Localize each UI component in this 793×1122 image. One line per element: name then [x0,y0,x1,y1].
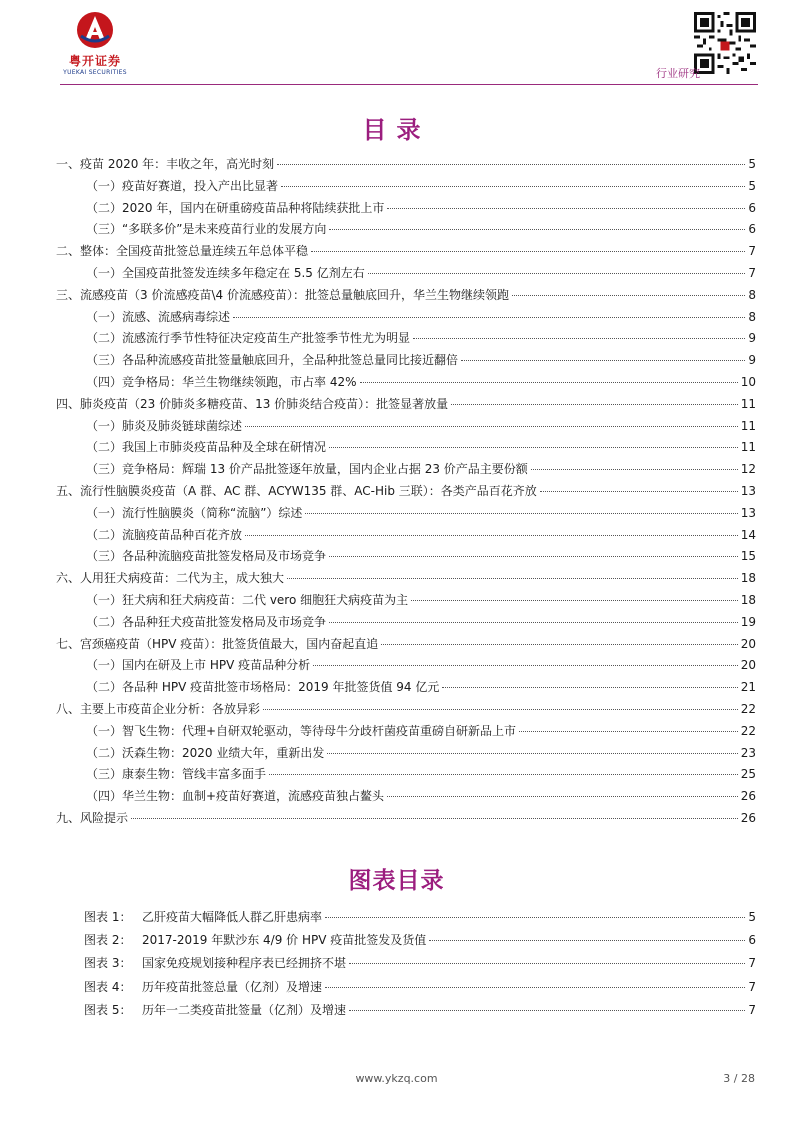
dot-leader [131,818,738,819]
dot-leader [245,426,738,427]
dot-leader [531,469,738,470]
toc-entry-page: 7 [748,265,756,280]
logo-name-en: YUEKAI SECURITIES [63,69,127,76]
toc-entry-page: 20 [740,658,756,673]
dot-leader [329,556,738,557]
toc-section-entry[interactable] [56,482,756,504]
figure-entry-label: 图表 1： [84,910,132,924]
toc-entry-title: 七、宫颈癌疫苗（HPV 疫苗）：批签货值最大，国内奋起直追 [56,636,379,651]
toc-subsection-entry[interactable] [56,678,756,700]
figure-entry-page: 5 [748,910,756,924]
figure-entry[interactable] [84,978,756,1001]
toc-entry-title: （二）流感流行季节性特征决定疫苗生产批签季节性尤为明显 [86,331,411,346]
toc-entry-page: 23 [740,745,756,760]
toc-entry-page: 10 [740,374,756,389]
toc-subsection-entry[interactable] [56,613,756,635]
dot-leader [442,687,737,688]
toc-entry-page: 26 [740,810,756,825]
figure-entry[interactable] [84,1001,756,1024]
toc-subsection-entry[interactable] [56,220,756,242]
toc-entry-title: （三）康泰生物：管线丰富多面手 [86,767,267,782]
toc-entry-title: 九、风险提示 [56,810,129,825]
toc-entry-title: （一）流感、流感病毒综述 [86,309,231,324]
dot-leader [381,644,737,645]
figure-entry-page: 7 [748,979,756,994]
toc-entry-page: 18 [740,571,756,586]
toc-entry-title: （三）各品种流感疫苗批签量触底回升，全品种批签总量同比接近翻倍 [86,353,459,368]
dot-leader [451,404,738,405]
toc-entry-page: 22 [740,701,756,716]
toc-entry-page: 9 [748,331,756,346]
toc-subsection-entry[interactable] [56,199,756,221]
footer-url-link[interactable]: www.ykzq.com [355,1072,438,1085]
toc-entry-page: 8 [748,309,756,324]
toc-entry-title: （一）国内在研及上市 HPV 疫苗品种分析 [86,658,311,673]
toc-subsection-entry[interactable] [56,744,756,766]
dot-leader [287,578,738,579]
toc-entry-page: 25 [740,767,756,782]
dot-leader [245,535,738,536]
toc-entry-title: 五、流行性脑膜炎疫苗（A 群、AC 群、ACYW135 群、AC-Hib 三联）：各类产品百花齐放 [56,483,537,498]
dot-leader [368,273,746,274]
report-category: 行业研究 [656,67,700,80]
toc-entry-title: 一、疫苗 2020 年：丰收之年，高光时刻 [56,157,275,171]
dot-leader [329,622,738,623]
toc-entry-page: 12 [740,462,756,477]
toc-entry-page: 8 [748,287,756,302]
figure-entry-title: 历年一二类疫苗批签量（亿剂）及增速 [142,1002,347,1017]
toc-entry-title: （三）“多联多价”是未来疫苗行业的发展方向 [86,222,327,237]
figure-entry-label: 图表 5： [84,1002,132,1017]
toc-entry-title: （四）华兰生物：血制+疫苗好赛道，流感疫苗独占鳌头 [86,789,385,804]
toc-subsection-entry[interactable] [56,765,756,787]
toc-entry-title: （三）竞争格局：辉瑞 13 价产品批签逐年放量，国内企业占据 23 价产品主要份额 [86,462,528,477]
toc-subsection-entry[interactable] [56,177,756,199]
toc-entry-page: 22 [740,723,756,738]
toc-entry-page: 21 [740,680,756,695]
toc-section-entry[interactable] [56,809,756,831]
toc-section-entry[interactable] [56,286,756,308]
toc-entry-page: 6 [748,200,756,215]
dot-leader [349,1010,745,1011]
dot-leader [329,447,738,448]
toc-entry-title: （一）疫苗好赛道，投入产出比显著 [86,178,279,193]
figure-entry-page: 6 [748,933,756,948]
dot-leader [329,229,745,230]
toc-entry-title: 六、人用狂犬病疫苗：二代为主，成大独大 [56,571,285,586]
toc-section-entry[interactable] [56,635,756,657]
page-header [0,0,793,90]
toc-entry-title: （一）智飞生物：代理+自研双轮驱动，等待母牛分歧杆菌疫苗重磅自研新品上市 [86,723,517,738]
figure-entry[interactable] [84,954,756,977]
dot-leader [327,753,737,754]
toc-entry-title: （一）全国疫苗批签发连续多年稳定在 5.5 亿剂左右 [86,265,365,280]
figure-entry-page: 7 [748,1002,756,1017]
figure-entry-title: 国家免疫规划接种程序表已经拥挤不堪 [142,956,347,971]
toc-entry-title: （二）各品种 HPV 疫苗批签市场格局：2019 年批签货值 94 亿元 [86,680,440,695]
figure-entry-title: 2017-2019 年默沙东 4/9 价 HPV 疫苗批签发及货值 [142,933,427,948]
dot-leader [461,360,745,361]
dot-leader [387,796,738,797]
toc-entry-page: 6 [748,222,756,237]
dot-leader [269,774,738,775]
toc-entry-title: 四、肺炎疫苗（23 价肺炎多糖疫苗、13 价肺炎结合疫苗）：批签显著放量 [56,396,449,411]
dot-leader [411,600,738,601]
toc-subsection-entry[interactable] [56,373,756,395]
toc-entry-title: （二）沃森生物：2020 业绩大年，重新出发 [86,745,325,760]
yuekai-logo-icon [75,10,115,50]
toc-entry-title: 三、流感疫苗（3 价流感疫苗\4 价流感疫苗）：批签总量触底回升，华兰生物继续领跑 [56,287,509,302]
toc-entry-page: 14 [740,527,756,542]
figure-entry-title: 历年疫苗批签总量（亿剂）及增速 [142,979,323,994]
toc-subsection-entry[interactable] [56,308,756,330]
dot-leader [540,491,738,492]
toc-entry-page: 13 [740,505,756,520]
toc-subsection-entry[interactable] [56,329,756,351]
toc-subsection-entry[interactable] [56,722,756,744]
toc-entry-title: （二）2020 年，国内在研重磅疫苗品种将陆续获批上市 [86,200,385,215]
toc-entry-title: （四）竞争格局：华兰生物继续领跑，市占率 42% [86,374,357,389]
qr-code-icon[interactable] [694,12,756,74]
toc-section-entry[interactable] [56,155,756,177]
dot-leader [429,940,745,941]
dot-leader [512,295,745,296]
toc-entry-title: （二）我国上市肺炎疫苗品种及全球在研情况 [86,440,327,455]
company-logo [62,10,128,76]
toc-entry-title: （一）流行性脑膜炎（简称“流脑”）综述 [86,505,303,520]
figure-entry-label: 图表 3： [84,956,132,971]
toc-section-entry[interactable] [56,569,756,591]
toc-subsection-entry[interactable] [56,460,756,482]
toc-entry-title: （一）肺炎及肺炎链球菌综述 [86,418,243,433]
dot-leader [360,382,738,383]
figure-list-heading: 图表目录 [348,868,445,894]
dot-leader [519,731,738,732]
dot-leader [305,513,737,514]
dot-leader [311,251,745,252]
dot-leader [387,208,745,209]
toc-entry-page: 15 [740,549,756,564]
toc-entry-page: 7 [748,244,756,259]
toc-entry-title: 二、整体：全国疫苗批签总量连续五年总体平稳 [56,244,309,259]
dot-leader [325,987,745,988]
toc-subsection-entry[interactable] [56,417,756,439]
toc-entry-page: 11 [740,396,756,411]
dot-leader [233,317,745,318]
toc-subsection-entry[interactable] [56,591,756,613]
toc-entry-page: 19 [740,614,756,629]
toc-subsection-entry[interactable] [56,504,756,526]
toc-subsection-entry[interactable] [56,656,756,678]
figure-entry[interactable] [84,908,756,931]
toc-entry-page: 20 [740,636,756,651]
toc-entry-page: 11 [740,418,756,433]
figure-entry-title: 乙肝疫苗大幅降低人群乙肝患病率 [142,910,323,924]
table-of-contents [56,155,756,831]
toc-entry-title: （一）狂犬病和狂犬病疫苗：二代 vero 细胞狂犬病疫苗为主 [86,592,409,607]
page-number: 3 / 28 [723,1072,755,1085]
figure-entry-label: 图表 2： [84,933,132,948]
dot-leader [349,963,745,964]
toc-section-entry[interactable] [56,395,756,417]
toc-entry-page: 13 [740,483,756,498]
toc-entry-page: 18 [740,592,756,607]
toc-entry-page: 11 [740,440,756,455]
figure-entry-page: 7 [748,956,756,971]
figure-entry[interactable] [84,931,756,954]
toc-subsection-entry[interactable] [56,526,756,548]
logo-name-cn: 粤开证券 [68,54,121,68]
toc-subsection-entry[interactable] [56,264,756,286]
dot-leader [325,917,745,918]
figure-entry-label: 图表 4： [84,979,132,994]
toc-entry-title: 八、主要上市疫苗企业分析：各放异彩 [56,701,261,716]
dot-leader [281,186,745,187]
header-divider [60,84,758,85]
dot-leader [263,709,738,710]
dot-leader [277,164,745,165]
toc-section-entry[interactable] [56,700,756,722]
dot-leader [413,338,745,339]
toc-entry-title: （二）流脑疫苗品种百花齐放 [86,527,243,542]
toc-subsection-entry[interactable] [56,547,756,569]
toc-entry-title: （三）各品种流脑疫苗批签发格局及市场竞争 [86,549,327,564]
toc-subsection-entry[interactable] [56,787,756,809]
toc-entry-page: 9 [748,353,756,368]
figure-list [84,908,756,1024]
toc-entry-page: 5 [748,157,756,171]
toc-section-entry[interactable] [56,242,756,264]
toc-entry-page: 26 [740,789,756,804]
dot-leader [313,665,738,666]
toc-entry-title: （二）各品种狂犬疫苗批签发格局及市场竞争 [86,614,327,629]
toc-entry-page: 5 [748,178,756,193]
toc-subsection-entry[interactable] [56,438,756,460]
toc-subsection-entry[interactable] [56,351,756,373]
toc-heading: 目录 [362,116,431,144]
